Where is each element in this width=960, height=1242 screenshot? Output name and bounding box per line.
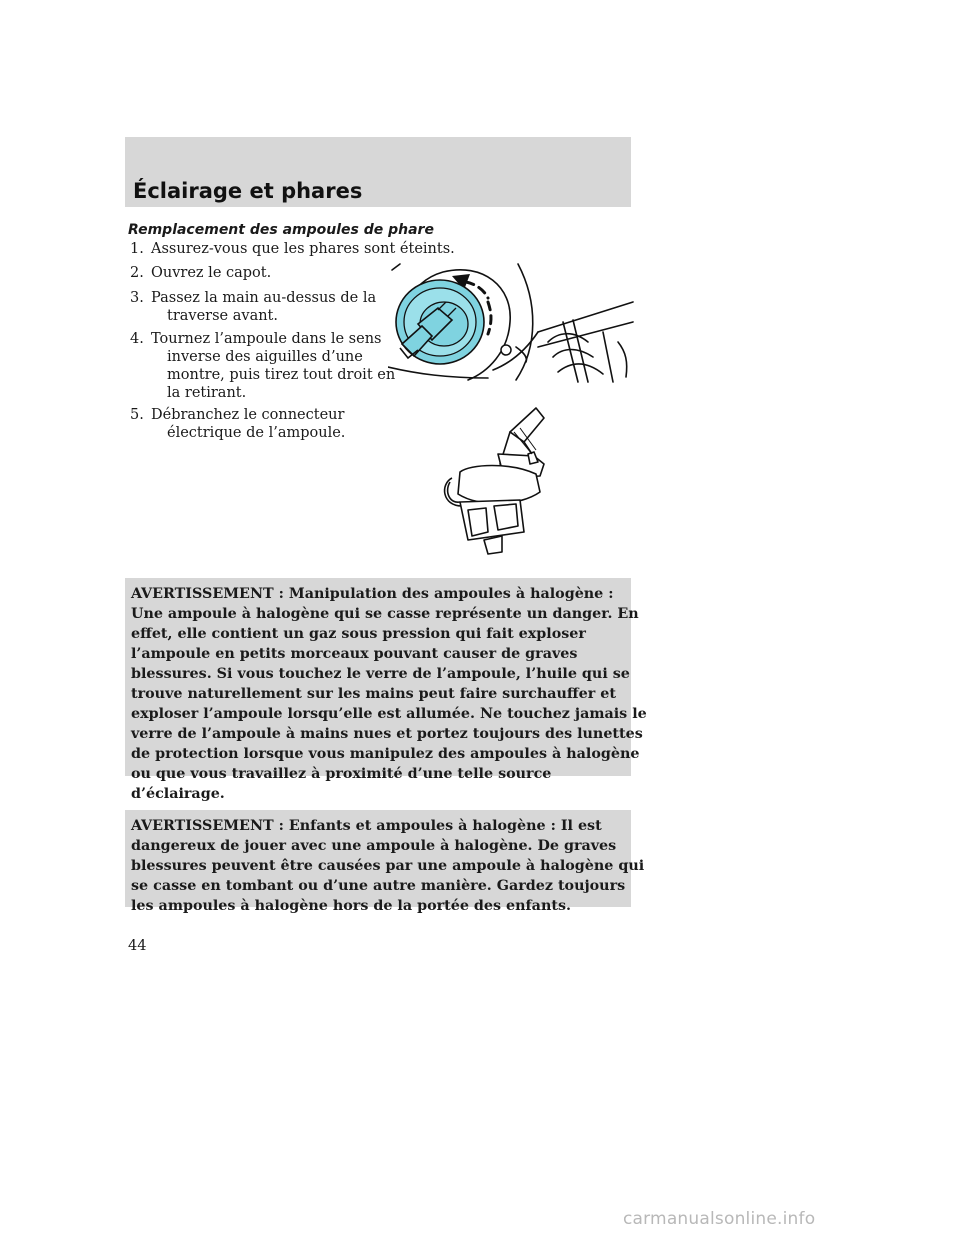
step-text: électrique de l’ampoule. [167,425,346,441]
step-text: Débranchez le connecteur [151,407,345,423]
watermark: carmanualsonline.info [623,1209,816,1229]
step-text: inverse des aiguilles d’une [167,349,363,365]
chapter-header-band [125,137,631,207]
step-text: la retirant. [167,385,247,401]
step-text: montre, puis tirez tout droit en [167,367,396,383]
warning-line: trouve naturellement sur les mains peut faire surchauffer et [131,686,616,702]
warning-line: exploser l’ampoule lorsqu’elle est allumée. Ne touchez jamais le [131,706,647,722]
step-text: Assurez-vous que les phares sont éteints. [151,241,455,257]
warning-line: l’ampoule en petits morceaux pouvant causer de graves [131,646,578,662]
chapter-title: Éclairage et phares [133,179,363,203]
step-number: 1. [130,241,144,257]
headlamp-assembly-illustration [388,262,638,392]
warning-line: AVERTISSEMENT : Manipulation des ampoules à halogène : [131,586,614,602]
step-text: traverse avant. [167,308,278,324]
warning-line: se casse en tombant ou d’une autre manière. Gardez toujours [131,878,626,894]
step-text: Tournez l’ampoule dans le sens [151,331,382,347]
section-heading: Remplacement des ampoules de phare [128,222,434,238]
warning-line: AVERTISSEMENT : Enfants et ampoules à halogène : Il est [131,818,602,834]
warning-line: dangereux de jouer avec une ampoule à halogène. De graves [131,838,617,854]
warning-line: Une ampoule à halogène qui se casse représente un danger. En [131,606,639,622]
page-number: 44 [128,938,147,954]
step-number: 2. [130,265,144,281]
warning-line: verre de l’ampoule à mains nues et portez toujours des lunettes [131,726,643,742]
halogen-bulb-illustration [440,402,560,562]
step-number: 5. [130,407,144,423]
step-number: 3. [130,290,144,306]
step-text: Ouvrez le capot. [151,265,272,281]
warning-line: blessures. Si vous touchez le verre de l’ampoule, l’huile qui se [131,666,630,682]
warning-line: blessures peuvent être causées par une ampoule à halogène qui [131,858,645,874]
warning-line: ou que vous travaillez à proximité d’une telle source [131,766,552,782]
step-number: 4. [130,331,144,347]
step-text: Passez la main au-dessus de la [151,290,377,306]
warning-box-children [125,810,645,914]
warning-line: de protection lorsque vous manipulez des ampoules à halogène [131,746,640,762]
warning-line: les ampoules à halogène hors de la portée des enfants. [131,898,571,914]
warning-line: d’éclairage. [131,786,225,802]
warning-box-halogen-handling [125,578,647,802]
warning-line: effet, elle contient un gaz sous pression qui fait exploser [131,626,586,642]
